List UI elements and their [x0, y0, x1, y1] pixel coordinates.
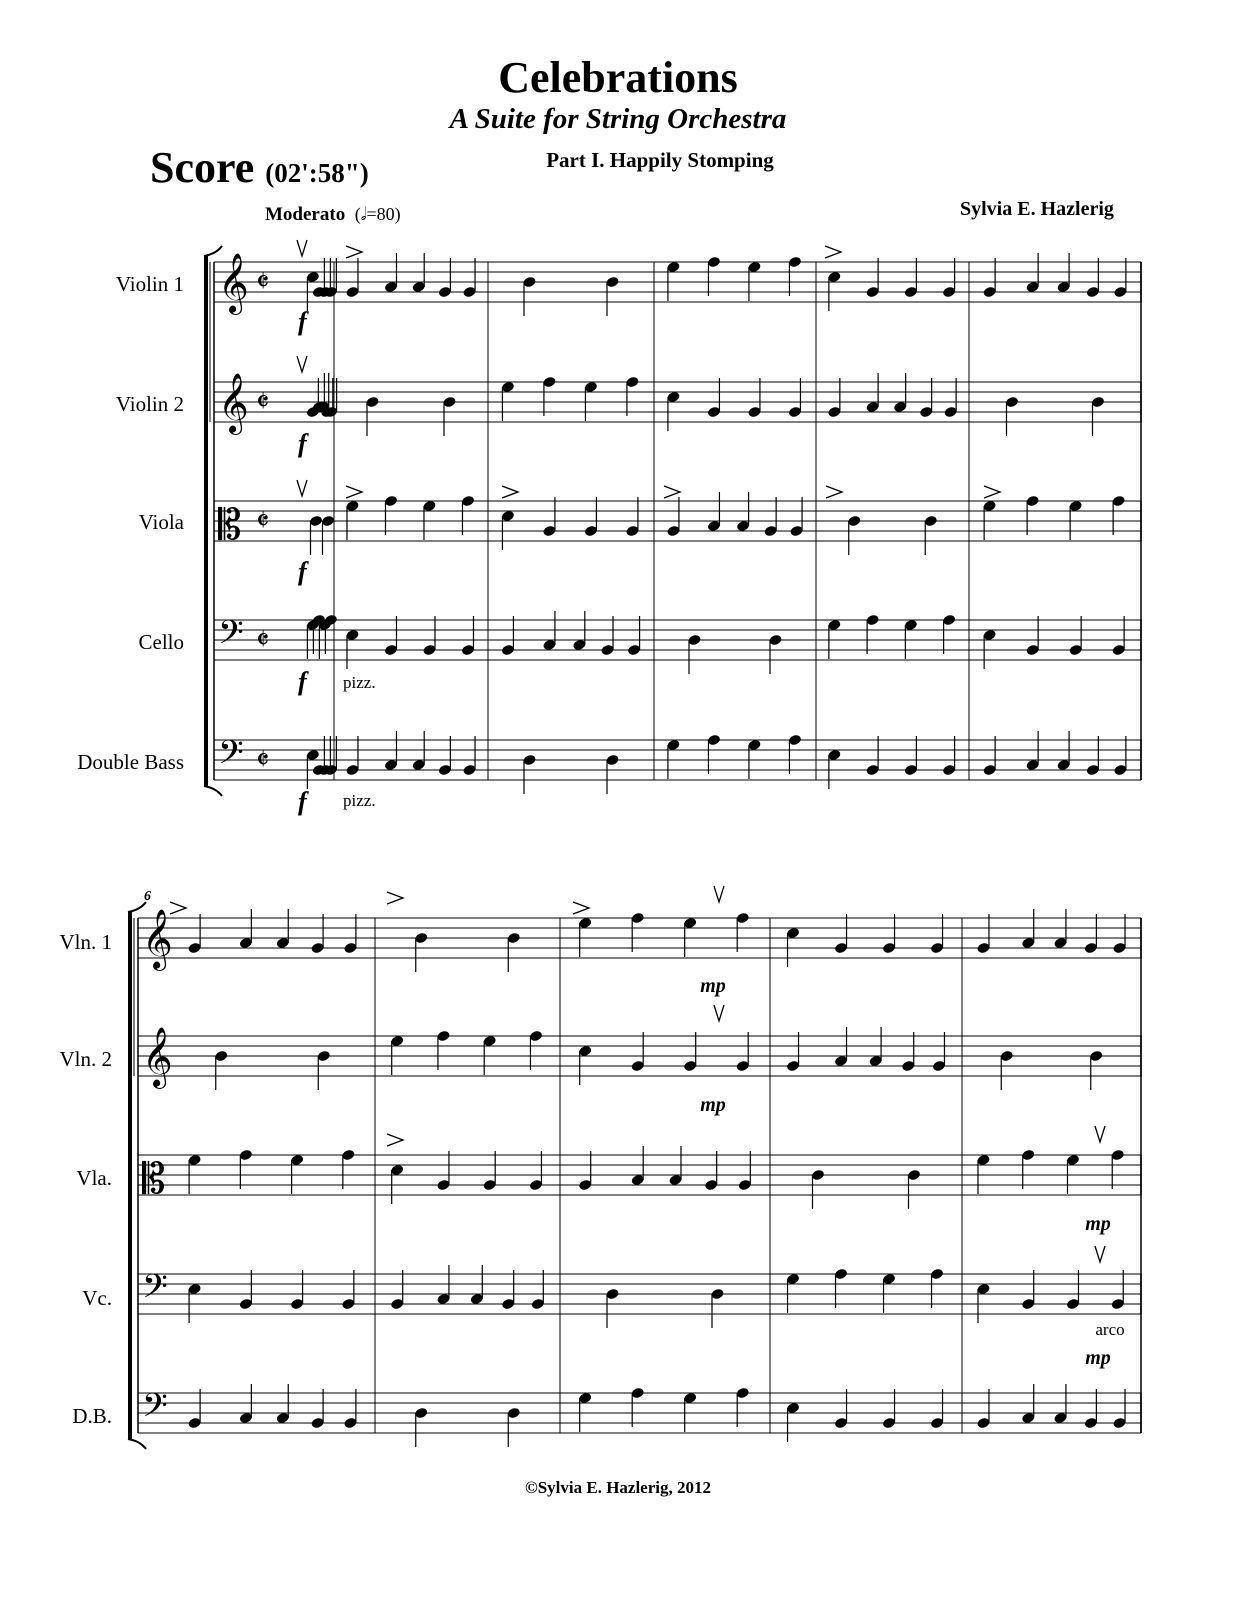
- dynamic-mezzo-piano: mp: [700, 1094, 726, 1116]
- dynamic-mezzo-piano: mp: [1085, 1213, 1111, 1235]
- tempo-text: Moderato: [265, 204, 346, 225]
- accent-icon: [826, 486, 842, 498]
- accent-icon: [825, 246, 841, 258]
- treble-clef-icon: 𝄞: [218, 255, 249, 312]
- half-note-icon: 𝅗𝅥: [360, 204, 367, 224]
- score-label-text: Score: [150, 143, 255, 192]
- tempo-value: (𝅗𝅥=80): [354, 204, 401, 224]
- arco-marking: arco: [1095, 1320, 1125, 1339]
- dynamic-forte: f: [298, 307, 307, 336]
- dynamic-forte: f: [298, 429, 307, 458]
- treble-clef-icon: 𝄞: [142, 1029, 173, 1086]
- cut-time-icon: 𝄵: [256, 386, 270, 419]
- copyright-notice: ©Sylvia E. Hazlerig, 2012: [525, 1478, 711, 1497]
- accent-icon: [573, 902, 589, 914]
- instrument-label: Violin 1: [115, 272, 184, 296]
- instrument-label: Vla.: [76, 1166, 112, 1190]
- pizz-marking: pizz.: [343, 673, 376, 692]
- instrument-label: Cello: [138, 630, 184, 654]
- tempo-bpm: =80: [366, 204, 395, 224]
- up-bow-icon: [714, 1005, 724, 1021]
- bass-clef-icon: 𝄢: [142, 1387, 168, 1432]
- treble-clef-icon: 𝄞: [142, 911, 173, 968]
- alto-clef-icon: 𝄡: [142, 1157, 166, 1203]
- measure-number: 6: [144, 889, 151, 904]
- accent-icon: [387, 892, 403, 904]
- bracket-bottom: [128, 1439, 146, 1449]
- score-subtitle: A Suite for String Orchestra: [449, 103, 787, 135]
- dynamic-mezzo-piano: mp: [700, 975, 726, 997]
- bracket-bottom: [204, 786, 222, 796]
- dynamic-mezzo-piano: mp: [1085, 1347, 1111, 1369]
- accent-icon: [346, 246, 362, 258]
- up-bow-icon: [714, 886, 724, 902]
- instrument-label: Vc.: [82, 1286, 112, 1310]
- treble-clef-icon: 𝄞: [218, 375, 249, 432]
- instrument-label: Violin 2: [115, 392, 184, 416]
- part-title: Part I. Happily Stomping: [546, 148, 774, 172]
- score-title: Celebrations: [498, 53, 738, 102]
- cut-time-icon: 𝄵: [256, 266, 270, 299]
- instrument-label: Viola: [138, 510, 184, 534]
- accent-icon: [387, 1134, 403, 1146]
- dynamic-forte: f: [298, 787, 307, 816]
- accent-icon: [502, 486, 518, 498]
- cut-time-icon: 𝄵: [256, 744, 270, 777]
- instrument-label: D.B.: [72, 1404, 112, 1428]
- instrument-label: Vln. 1: [59, 930, 112, 954]
- instrument-label: Double Bass: [77, 750, 184, 774]
- accent-icon: [346, 486, 362, 498]
- score-duration: (02':58"): [265, 158, 369, 188]
- bass-clef-icon: 𝄢: [142, 1268, 168, 1313]
- composer-name: Sylvia E. Hazlerig: [960, 198, 1114, 220]
- dynamic-forte: f: [298, 557, 307, 586]
- cut-time-icon: 𝄵: [256, 505, 270, 538]
- up-bow-icon: [1095, 1246, 1105, 1262]
- dynamic-forte: f: [298, 667, 307, 696]
- up-bow-icon: [297, 480, 307, 496]
- bass-clef-icon: 𝄢: [218, 614, 244, 659]
- alto-clef-icon: 𝄡: [218, 503, 242, 549]
- up-bow-icon: [297, 240, 307, 256]
- up-bow-icon: [297, 356, 307, 372]
- accent-icon: [984, 486, 1000, 498]
- instrument-label: Vln. 2: [59, 1047, 112, 1071]
- cut-time-icon: 𝄵: [256, 624, 270, 657]
- up-bow-icon: [1095, 1126, 1105, 1142]
- pizz-marking: pizz.: [343, 791, 376, 810]
- bass-clef-icon: 𝄢: [218, 734, 244, 779]
- accent-icon: [664, 486, 680, 498]
